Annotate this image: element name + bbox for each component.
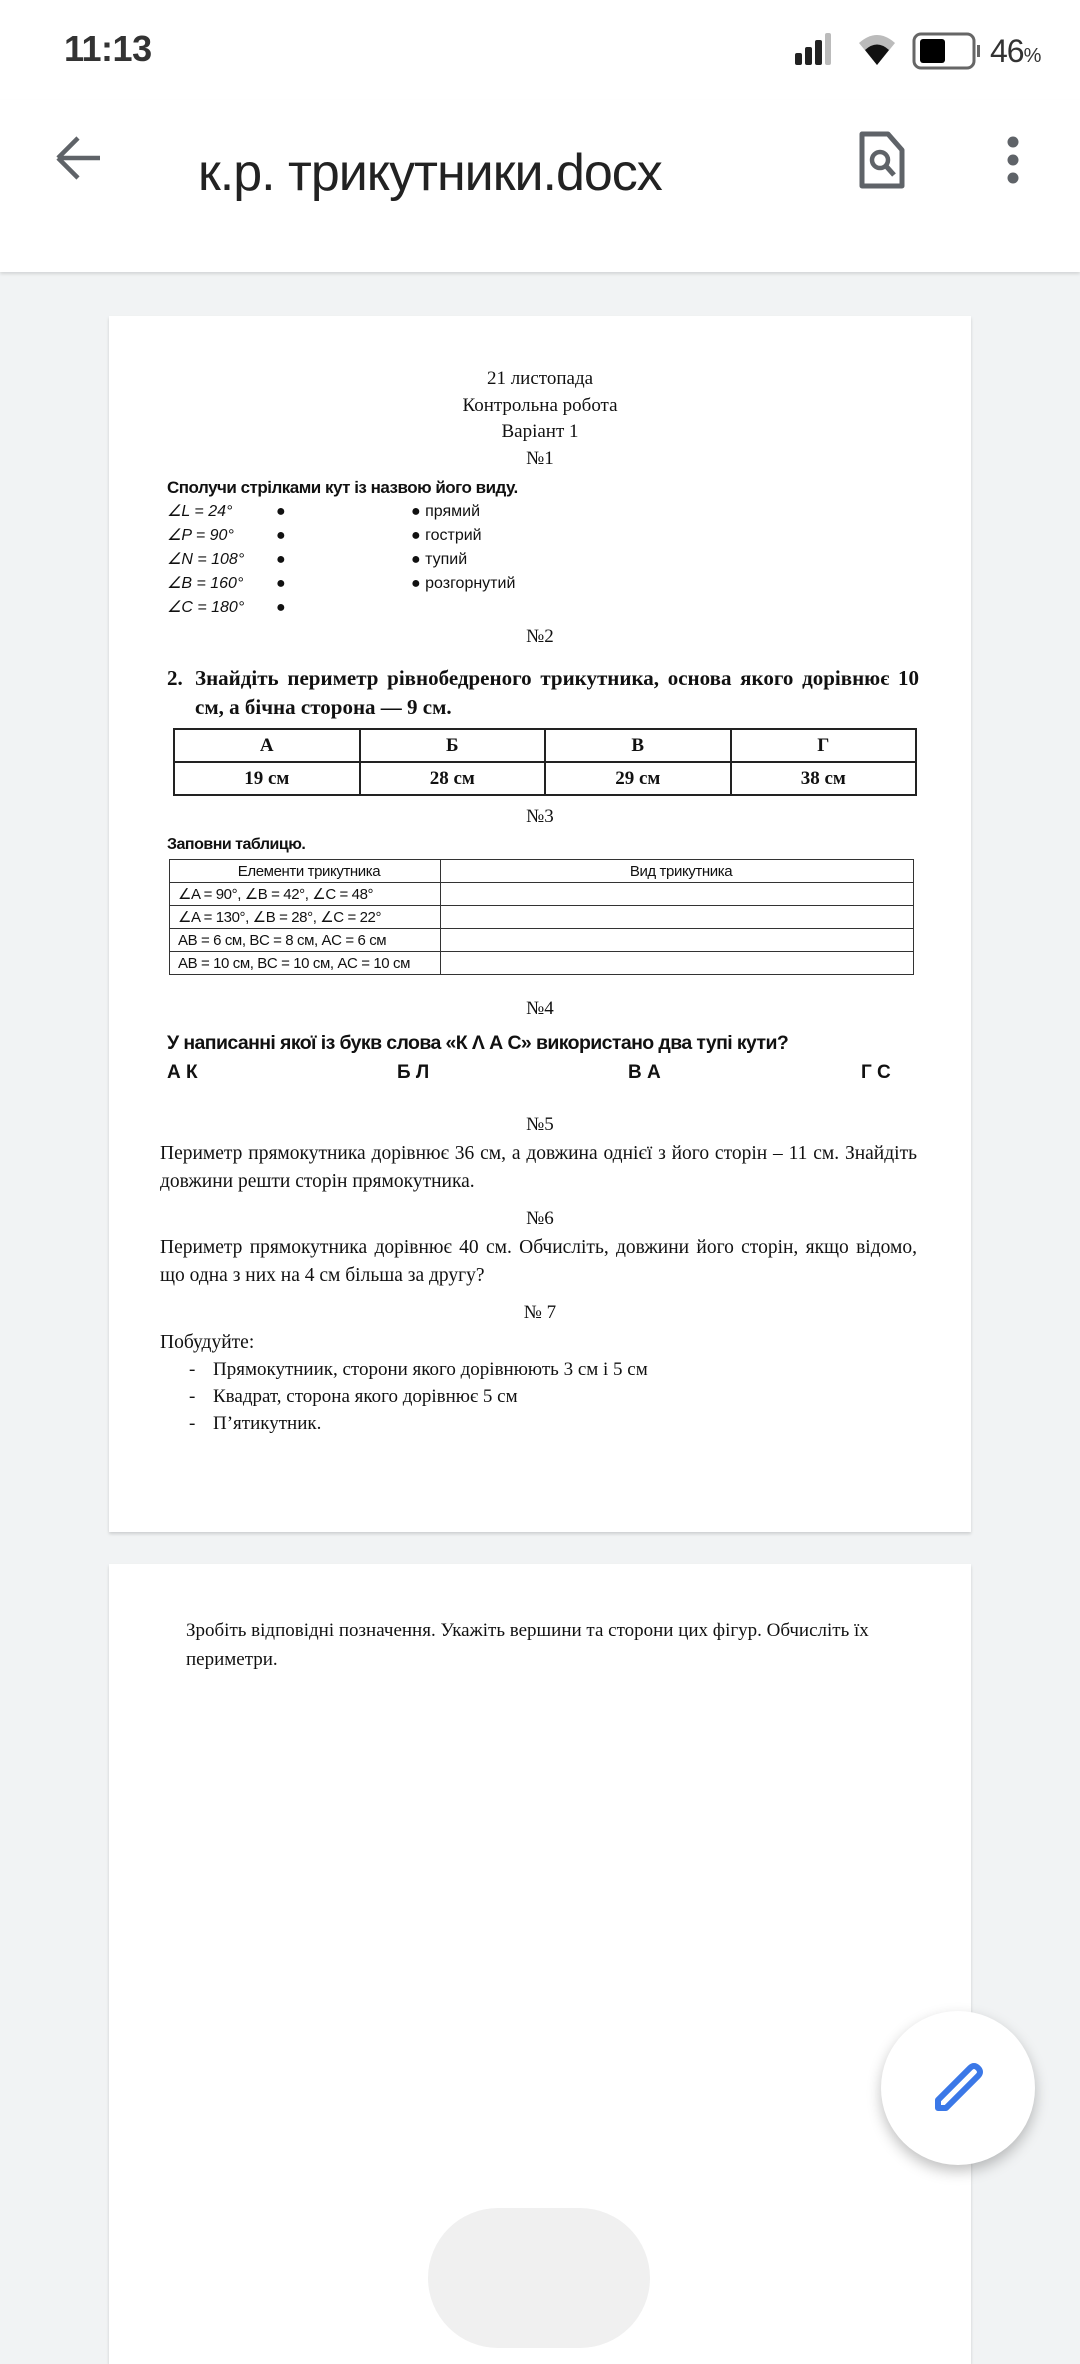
edit-button[interactable] [881, 2011, 1035, 2165]
page2-text: Зробіть відповідні позначення. Укажіть вершини та сторони цих фігур. Обчисліть їх периметри. [186, 1620, 869, 1670]
list-item: - Квадрат, сторона якого дорівнює 5 см [189, 1386, 518, 1407]
angle-item: ∠B = 160° [167, 575, 244, 592]
status-bar [0, 0, 1080, 100]
doc-heading: Контрольна робота [462, 395, 618, 416]
angle-item: ∠N = 108° [167, 551, 245, 568]
task5-text: Периметр прямокутника дорівнює 36 см, а довжина однієї з його сторін – 11 см. Знайдіть довжини решти сторін прямокутника. [160, 1143, 917, 1192]
task7-intro: Побудуйте: [160, 1332, 255, 1353]
task4-text: У написанні якої із букв слова «К Λ А С» використано два тупі кути? [167, 1032, 789, 1054]
table-header: Елементи трикутника [170, 860, 441, 883]
app-bar [0, 100, 1080, 272]
table-row: AB = 10 см, BC = 10 см, AC = 10 см [170, 952, 914, 975]
task4-option: Б Л [397, 1062, 430, 1083]
kind-item: ● розгорнутий [411, 575, 516, 592]
more-options-icon[interactable] [1003, 135, 1023, 185]
task6-text: Периметр прямокутника дорівнює 40 см. Обчисліть, довжини його сторін, якщо відомо, що одна з них на 4 см більша за другу? [160, 1237, 917, 1286]
angle-item: ∠C = 180° [167, 599, 245, 616]
task-number: №2 [526, 626, 554, 647]
kind-item: ● гострий [411, 527, 482, 544]
task-number: №5 [526, 1114, 554, 1135]
doc-variant: Варіант 1 [501, 421, 579, 442]
task-number: № 7 [523, 1302, 557, 1323]
angle-item: ∠P = 90° [167, 527, 234, 544]
option-value: 38 см [731, 762, 917, 795]
task4-option: В А [628, 1062, 661, 1083]
angle-bullets: ● ● ● ● ● [276, 503, 286, 616]
option-letter: А [174, 729, 360, 762]
kind-list [411, 500, 515, 596]
table-header: Вид трикутника [441, 860, 914, 883]
battery-percent: 46 [990, 33, 1024, 69]
answer-table [173, 728, 917, 796]
table-row: ∠A = 130°, ∠B = 28°, ∠C = 22° [170, 906, 914, 929]
find-in-document-icon[interactable] [858, 130, 908, 192]
doc-date: 21 листопада [486, 368, 594, 389]
pencil-icon [928, 2058, 988, 2118]
battery-unit: % [1023, 45, 1041, 67]
option-letter: В [545, 729, 731, 762]
battery-icon [912, 32, 984, 70]
table-row: ∠A = 90°, ∠B = 42°, ∠C = 48° [170, 883, 914, 906]
task1-prompt: Сполучи стрілками кут із назвою його виду. [167, 478, 518, 497]
back-arrow-icon[interactable] [50, 130, 106, 186]
option-value: 28 см [360, 762, 546, 795]
angle-item: ∠L = 24° [167, 503, 233, 520]
list-item: - Прямокутниик, сторони якого дорівнюють 3 см і 5 см [189, 1359, 648, 1380]
option-value: 19 см [174, 762, 360, 795]
task3-prompt: Заповни таблицю. [167, 836, 306, 853]
task-number: №3 [526, 806, 554, 827]
triangle-table [169, 859, 914, 975]
task-number: №1 [526, 448, 554, 469]
document-title: к.р. трикутники.docx [198, 144, 662, 202]
kind-item: ● прямий [411, 503, 481, 520]
status-time: 11:13 [64, 28, 152, 69]
task-number: №4 [526, 998, 554, 1019]
signal-icon [795, 33, 837, 65]
page-indicator [428, 2208, 650, 2348]
task7-list [189, 1356, 648, 1437]
option-letter: Г [731, 729, 917, 762]
option-letter: Б [360, 729, 546, 762]
list-item: - П’ятикутник. [189, 1413, 322, 1434]
document-page-1 [109, 316, 971, 1532]
option-value: 29 см [545, 762, 731, 795]
table-row: AB = 6 см, BC = 8 см, AC = 6 см [170, 929, 914, 952]
task2-text: 2. Знайдіть периметр рівнобедреного трикутника, основа якого дорівнює 10 см, а бічна сторона — 9 см. [167, 666, 919, 719]
angle-list [167, 500, 244, 620]
task4-option: А К [167, 1062, 198, 1083]
wifi-icon [857, 33, 897, 67]
task4-option: Г С [861, 1062, 891, 1083]
kind-item: ● тупий [411, 551, 468, 568]
task-number: №6 [526, 1208, 554, 1229]
